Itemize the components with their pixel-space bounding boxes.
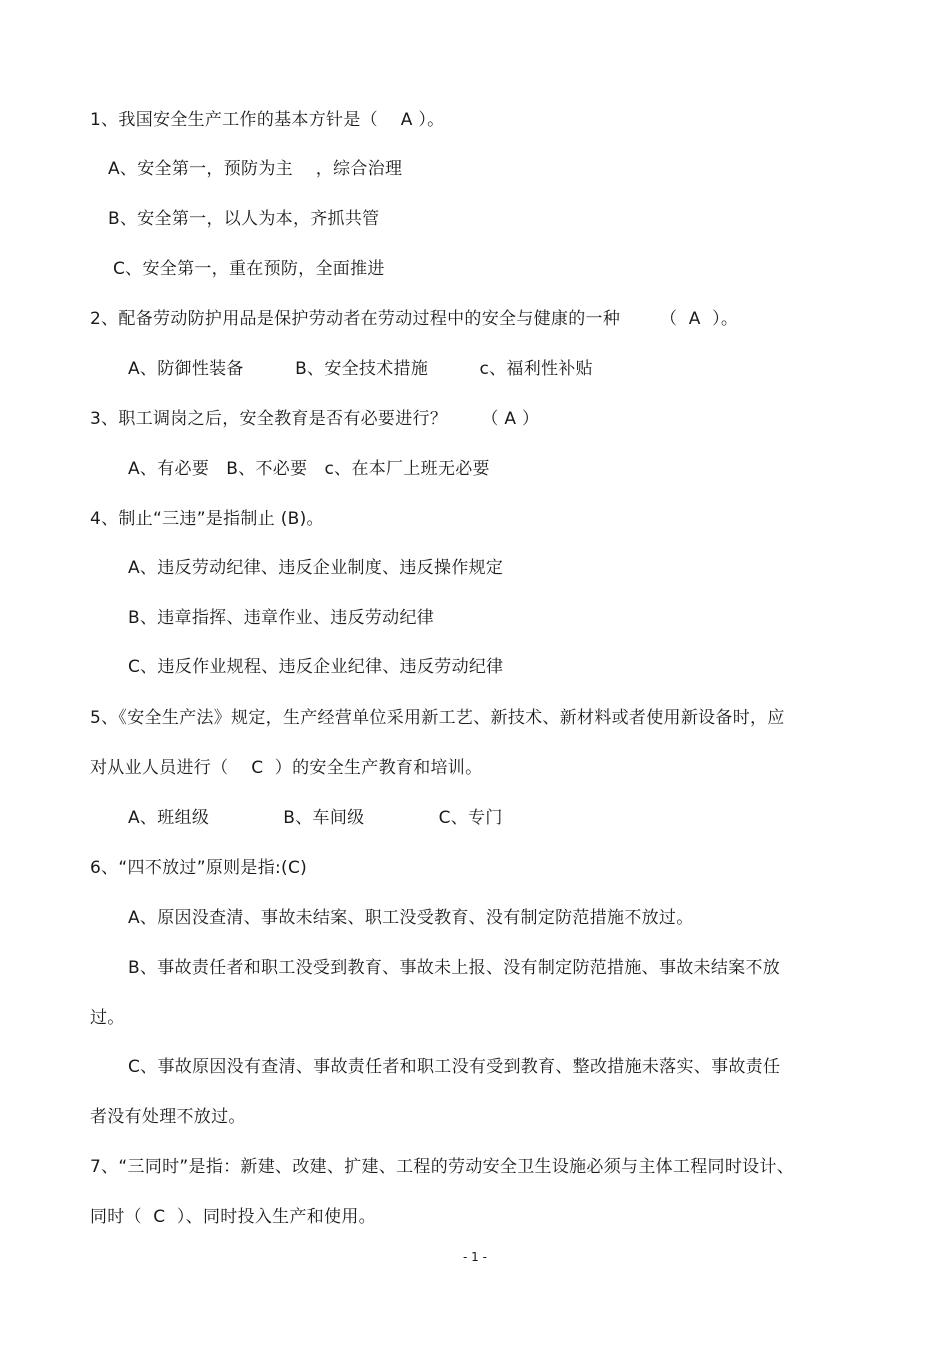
q6-option-a: A、原因没查清、事故未结案、职工没受教育、没有制定防范措施不放过。	[128, 908, 694, 928]
question-6: 6、“四不放过”原则是指:(C)	[90, 858, 308, 878]
question-5-line-1: 5、《安全生产法》规定，生产经营单位采用新工艺、新技术、新材料或者使用新设备时，应	[90, 708, 785, 728]
question-5-line-2: 对从业人员进行（ C ）的安全生产教育和培训。	[90, 758, 483, 778]
q3-options: A、有必要 B、不必要 c、在本厂上班无必要	[128, 459, 490, 479]
q2-options: A、防御性装备 B、安全技术措施 c、福利性补贴	[128, 359, 593, 379]
q6-option-c-line-1: C、事故原因没有查清、事故责任者和职工没有受到教育、整改措施未落实、事故责任	[128, 1057, 781, 1077]
q5-options: A、班组级 B、车间级 C、专门	[128, 808, 503, 828]
question-2: 2、配备劳动防护用品是保护劳动者在劳动过程中的安全与健康的一种 （ A ）。	[90, 309, 739, 329]
q4-option-a: A、违反劳动纪律、违反企业制度、违反操作规定	[128, 558, 504, 578]
question-1: 1、我国安全生产工作的基本方针是（ A ）。	[90, 110, 445, 130]
question-4: 4、制止“三违”是指制止 (B)。	[90, 509, 324, 529]
q4-option-b: B、违章指挥、违章作业、违反劳动纪律	[128, 608, 435, 628]
page-number: - 1 -	[463, 1250, 487, 1264]
q1-option-c: C、安全第一，重在预防，全面推进	[113, 259, 385, 279]
question-7-line-2: 同时（ C ）、同时投入生产和使用。	[90, 1207, 376, 1227]
question-3: 3、职工调岗之后，安全教育是否有必要进行？ （ A ）	[90, 409, 540, 429]
q6-option-b-line-1: B、事故责任者和职工没受到教育、事故未上报、没有制定防范措施、事故未结案不放	[128, 958, 781, 978]
q4-option-c: C、违反作业规程、违反企业纪律、违反劳动纪律	[128, 657, 504, 677]
question-7-line-1: 7、“三同时”是指：新建、改建、扩建、工程的劳动安全卫生设施必须与主体工程同时设计、	[90, 1157, 795, 1177]
q6-option-b-line-2: 过。	[90, 1008, 125, 1028]
q1-option-a: A、安全第一，预防为主 ，综合治理	[108, 159, 403, 179]
q6-option-c-line-2: 者没有处理不放过。	[90, 1107, 246, 1127]
q1-option-b: B、安全第一，以人为本，齐抓共管	[108, 209, 380, 229]
